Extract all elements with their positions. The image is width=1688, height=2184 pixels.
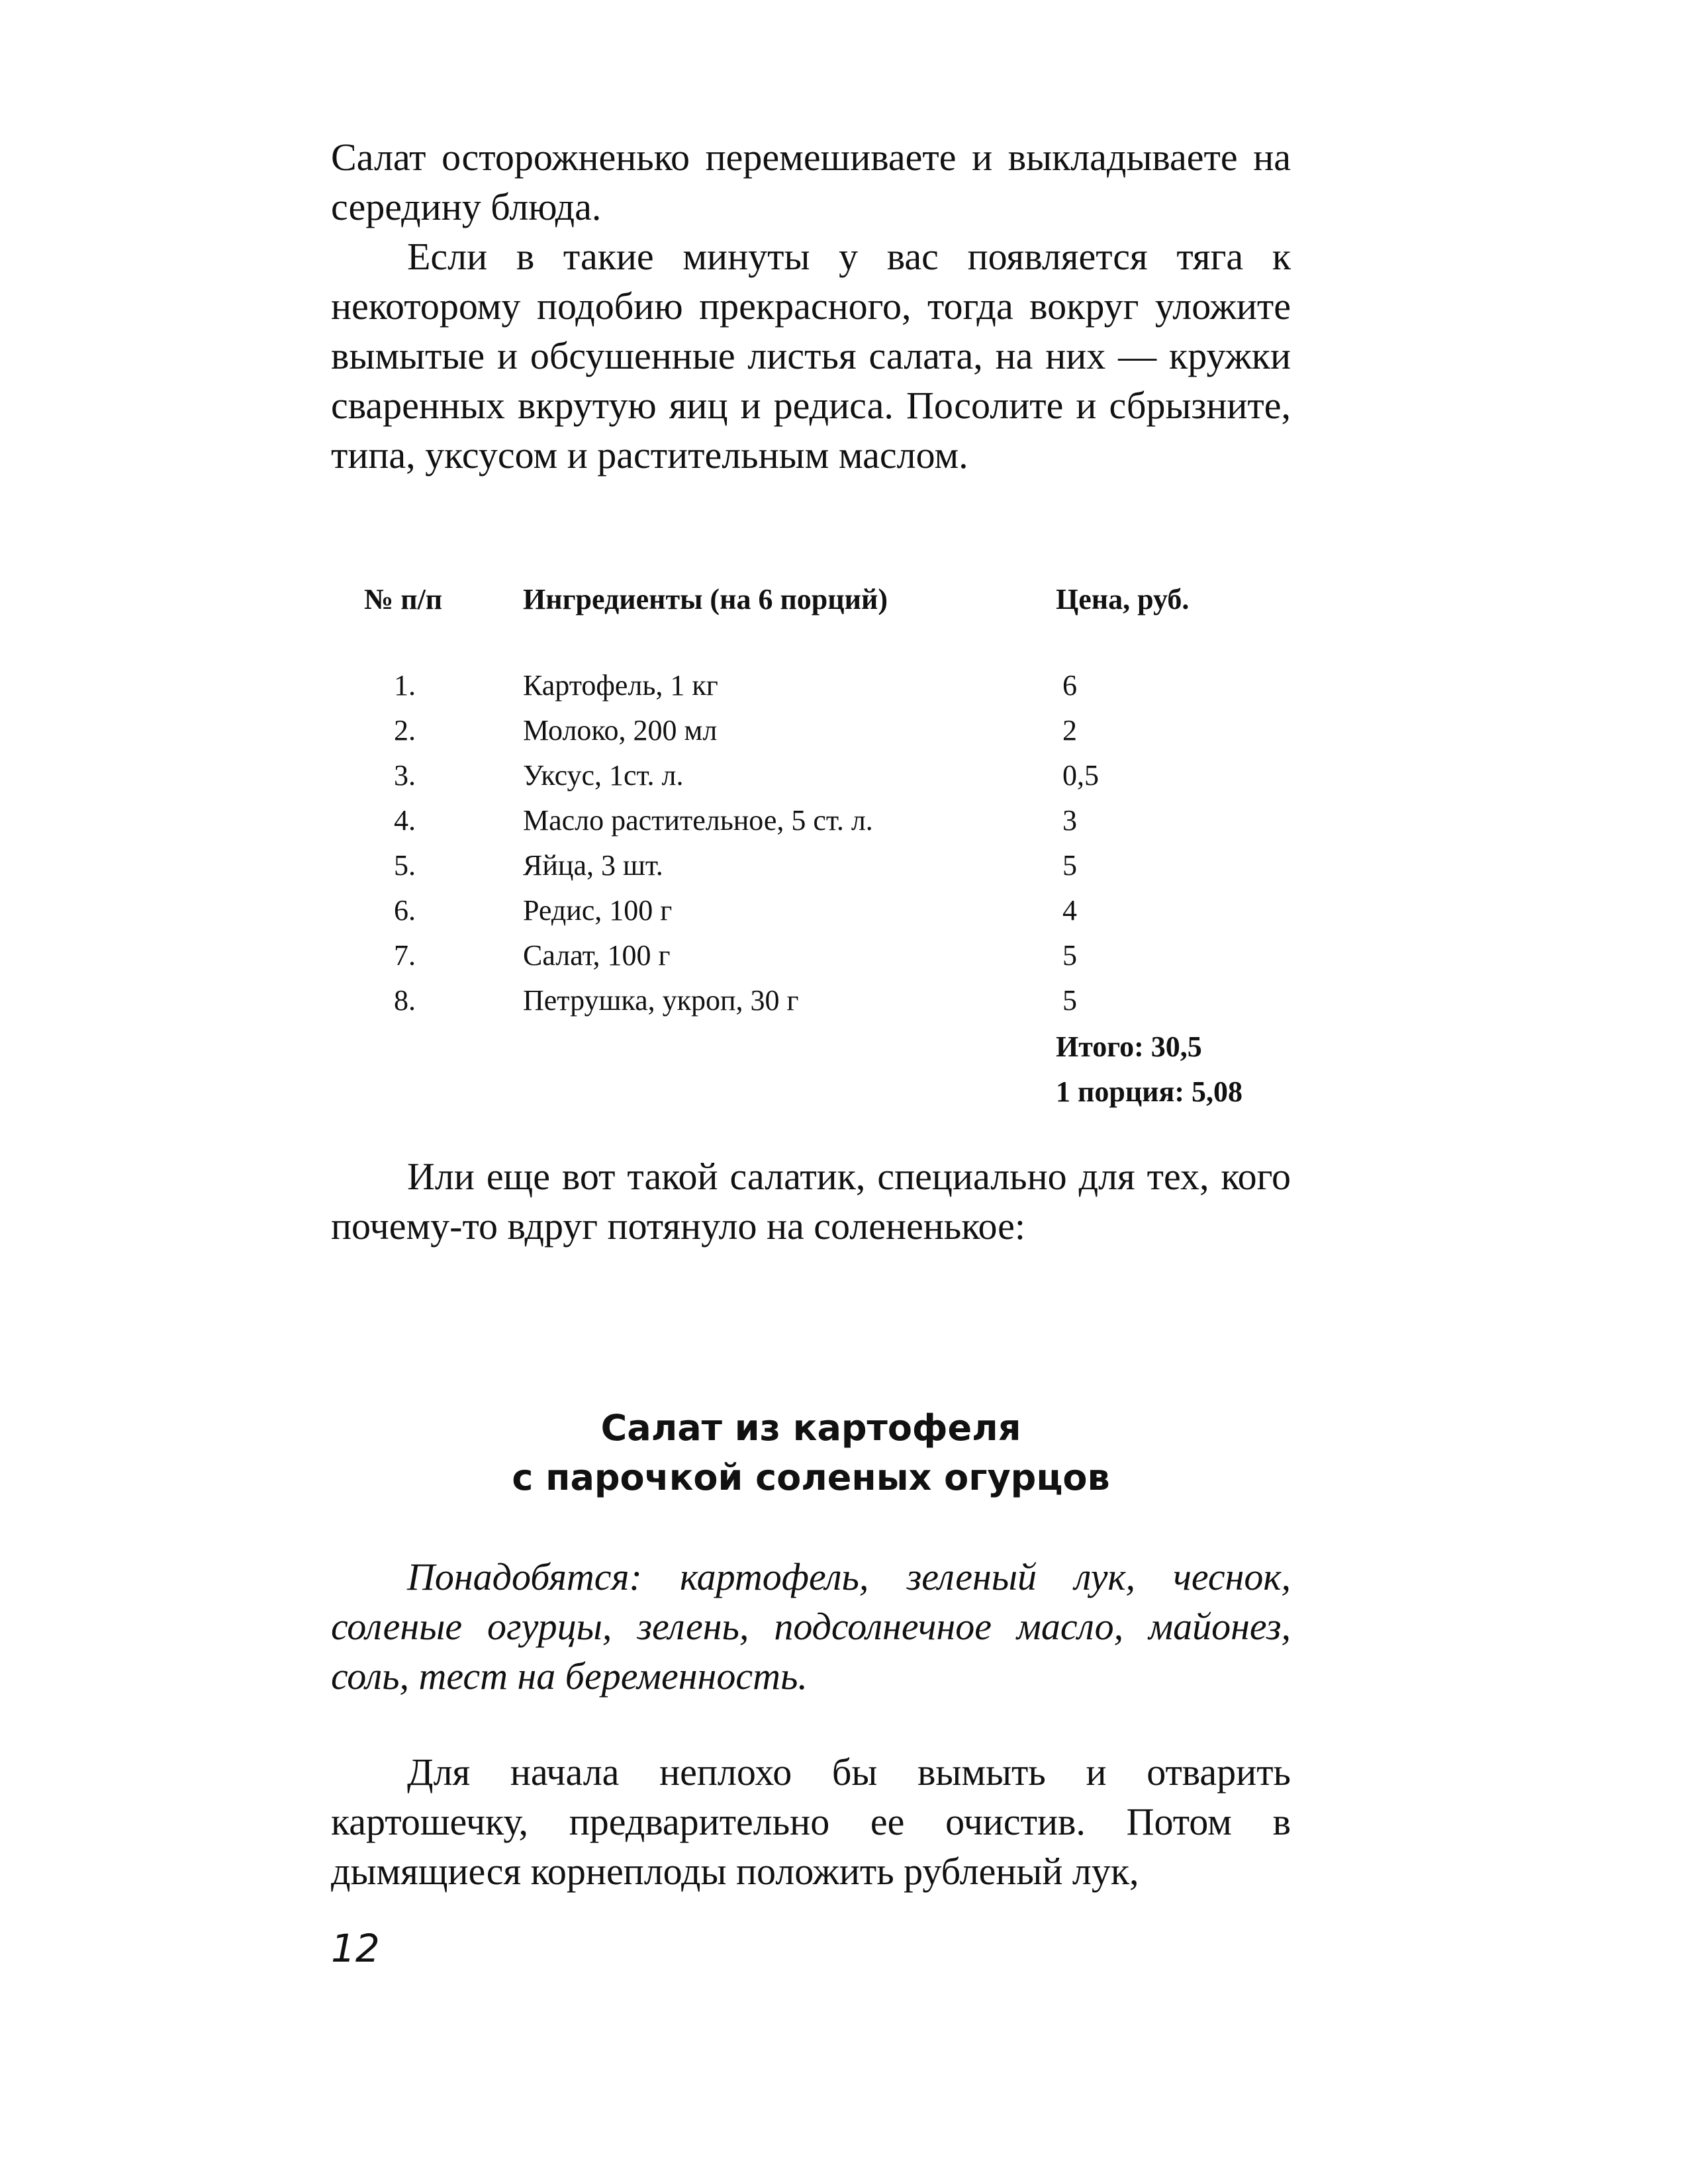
paragraph-text: Или еще вот такой салатик, специально для тех, кого почему-то вдруг потянуло на солененькое: (331, 1155, 1291, 1248)
row-price: 5 (1062, 984, 1077, 1017)
header-ingredients: Ингредиенты (на 6 порций) (523, 583, 888, 615)
row-ingredient: Яйца, 3 шт. (523, 849, 663, 882)
paragraph-intro (331, 132, 1291, 232)
header-price: Цена, руб. (1056, 583, 1190, 615)
row-ingredient: Редис, 100 г (523, 894, 673, 927)
row-number: 6. (394, 894, 416, 927)
page-number: 12 (331, 1926, 380, 1971)
table-row (364, 893, 1291, 938)
recipe-title-line1: Салат из картофеля (600, 1407, 1021, 1449)
paragraph-text: Для начала неплохо бы вымыть и отварить картошечку, предварительно ее очистив. Потом в дымящиеся корнеплоды положить рубленый лук, (331, 1751, 1291, 1893)
row-number: 3. (394, 759, 416, 792)
row-price: 3 (1062, 804, 1077, 837)
row-number: 7. (394, 939, 416, 972)
table-row (364, 938, 1291, 983)
header-number: № п/п (364, 583, 443, 615)
table-row (364, 983, 1291, 1028)
paragraph-text: Салат осторожненько перемешиваете и выкладываете на середину блюда. (331, 136, 1291, 228)
paragraph-ingredients-needed (331, 1552, 1291, 1701)
row-number: 4. (394, 804, 416, 837)
row-price: 6 (1062, 669, 1077, 702)
row-ingredient: Уксус, 1ст. л. (523, 759, 684, 792)
row-ingredient: Картофель, 1 кг (523, 669, 718, 702)
row-price: 5 (1062, 849, 1077, 882)
row-number: 1. (394, 669, 416, 702)
row-number: 5. (394, 849, 416, 882)
table-row (364, 668, 1291, 713)
table-row (364, 848, 1291, 893)
row-price: 5 (1062, 939, 1077, 972)
row-number: 2. (394, 714, 416, 747)
row-number: 8. (394, 984, 416, 1017)
paragraph-decoration (331, 232, 1291, 480)
table-row (364, 803, 1291, 848)
table-per-portion: 1 порция: 5,08 (1056, 1075, 1243, 1108)
row-ingredient: Петрушка, укроп, 30 г (523, 984, 799, 1017)
row-price: 4 (1062, 894, 1077, 927)
row-ingredient: Молоко, 200 мл (523, 714, 718, 747)
paragraph-transition (331, 1152, 1291, 1251)
row-ingredient: Салат, 100 г (523, 939, 671, 972)
table-row (364, 758, 1291, 803)
recipe-title-line2: с парочкой соленых огурцов (512, 1457, 1110, 1498)
table-row (364, 713, 1291, 758)
row-ingredient: Масло растительное, 5 ст. л. (523, 804, 873, 837)
paragraph-instructions (331, 1747, 1291, 1896)
table-total: Итого: 30,5 (1056, 1030, 1202, 1063)
paragraph-text: Понадобятся: картофель, зеленый лук, чеснок, соленые огурцы, зелень, подсолнечное масло, майонез, соль, тест на беременность. (331, 1555, 1291, 1698)
paragraph-text: Если в такие минуты у вас появляется тяга к некоторому подобию прекрасного, тогда вокруг уложите вымытые и обсушенные листья салата, на них — кружки сваренных вкрутую яиц и редиса. Посолите и сбрызните, типа, уксусом и растительным маслом. (331, 235, 1291, 477)
row-price: 2 (1062, 714, 1077, 747)
row-price: 0,5 (1062, 759, 1099, 792)
